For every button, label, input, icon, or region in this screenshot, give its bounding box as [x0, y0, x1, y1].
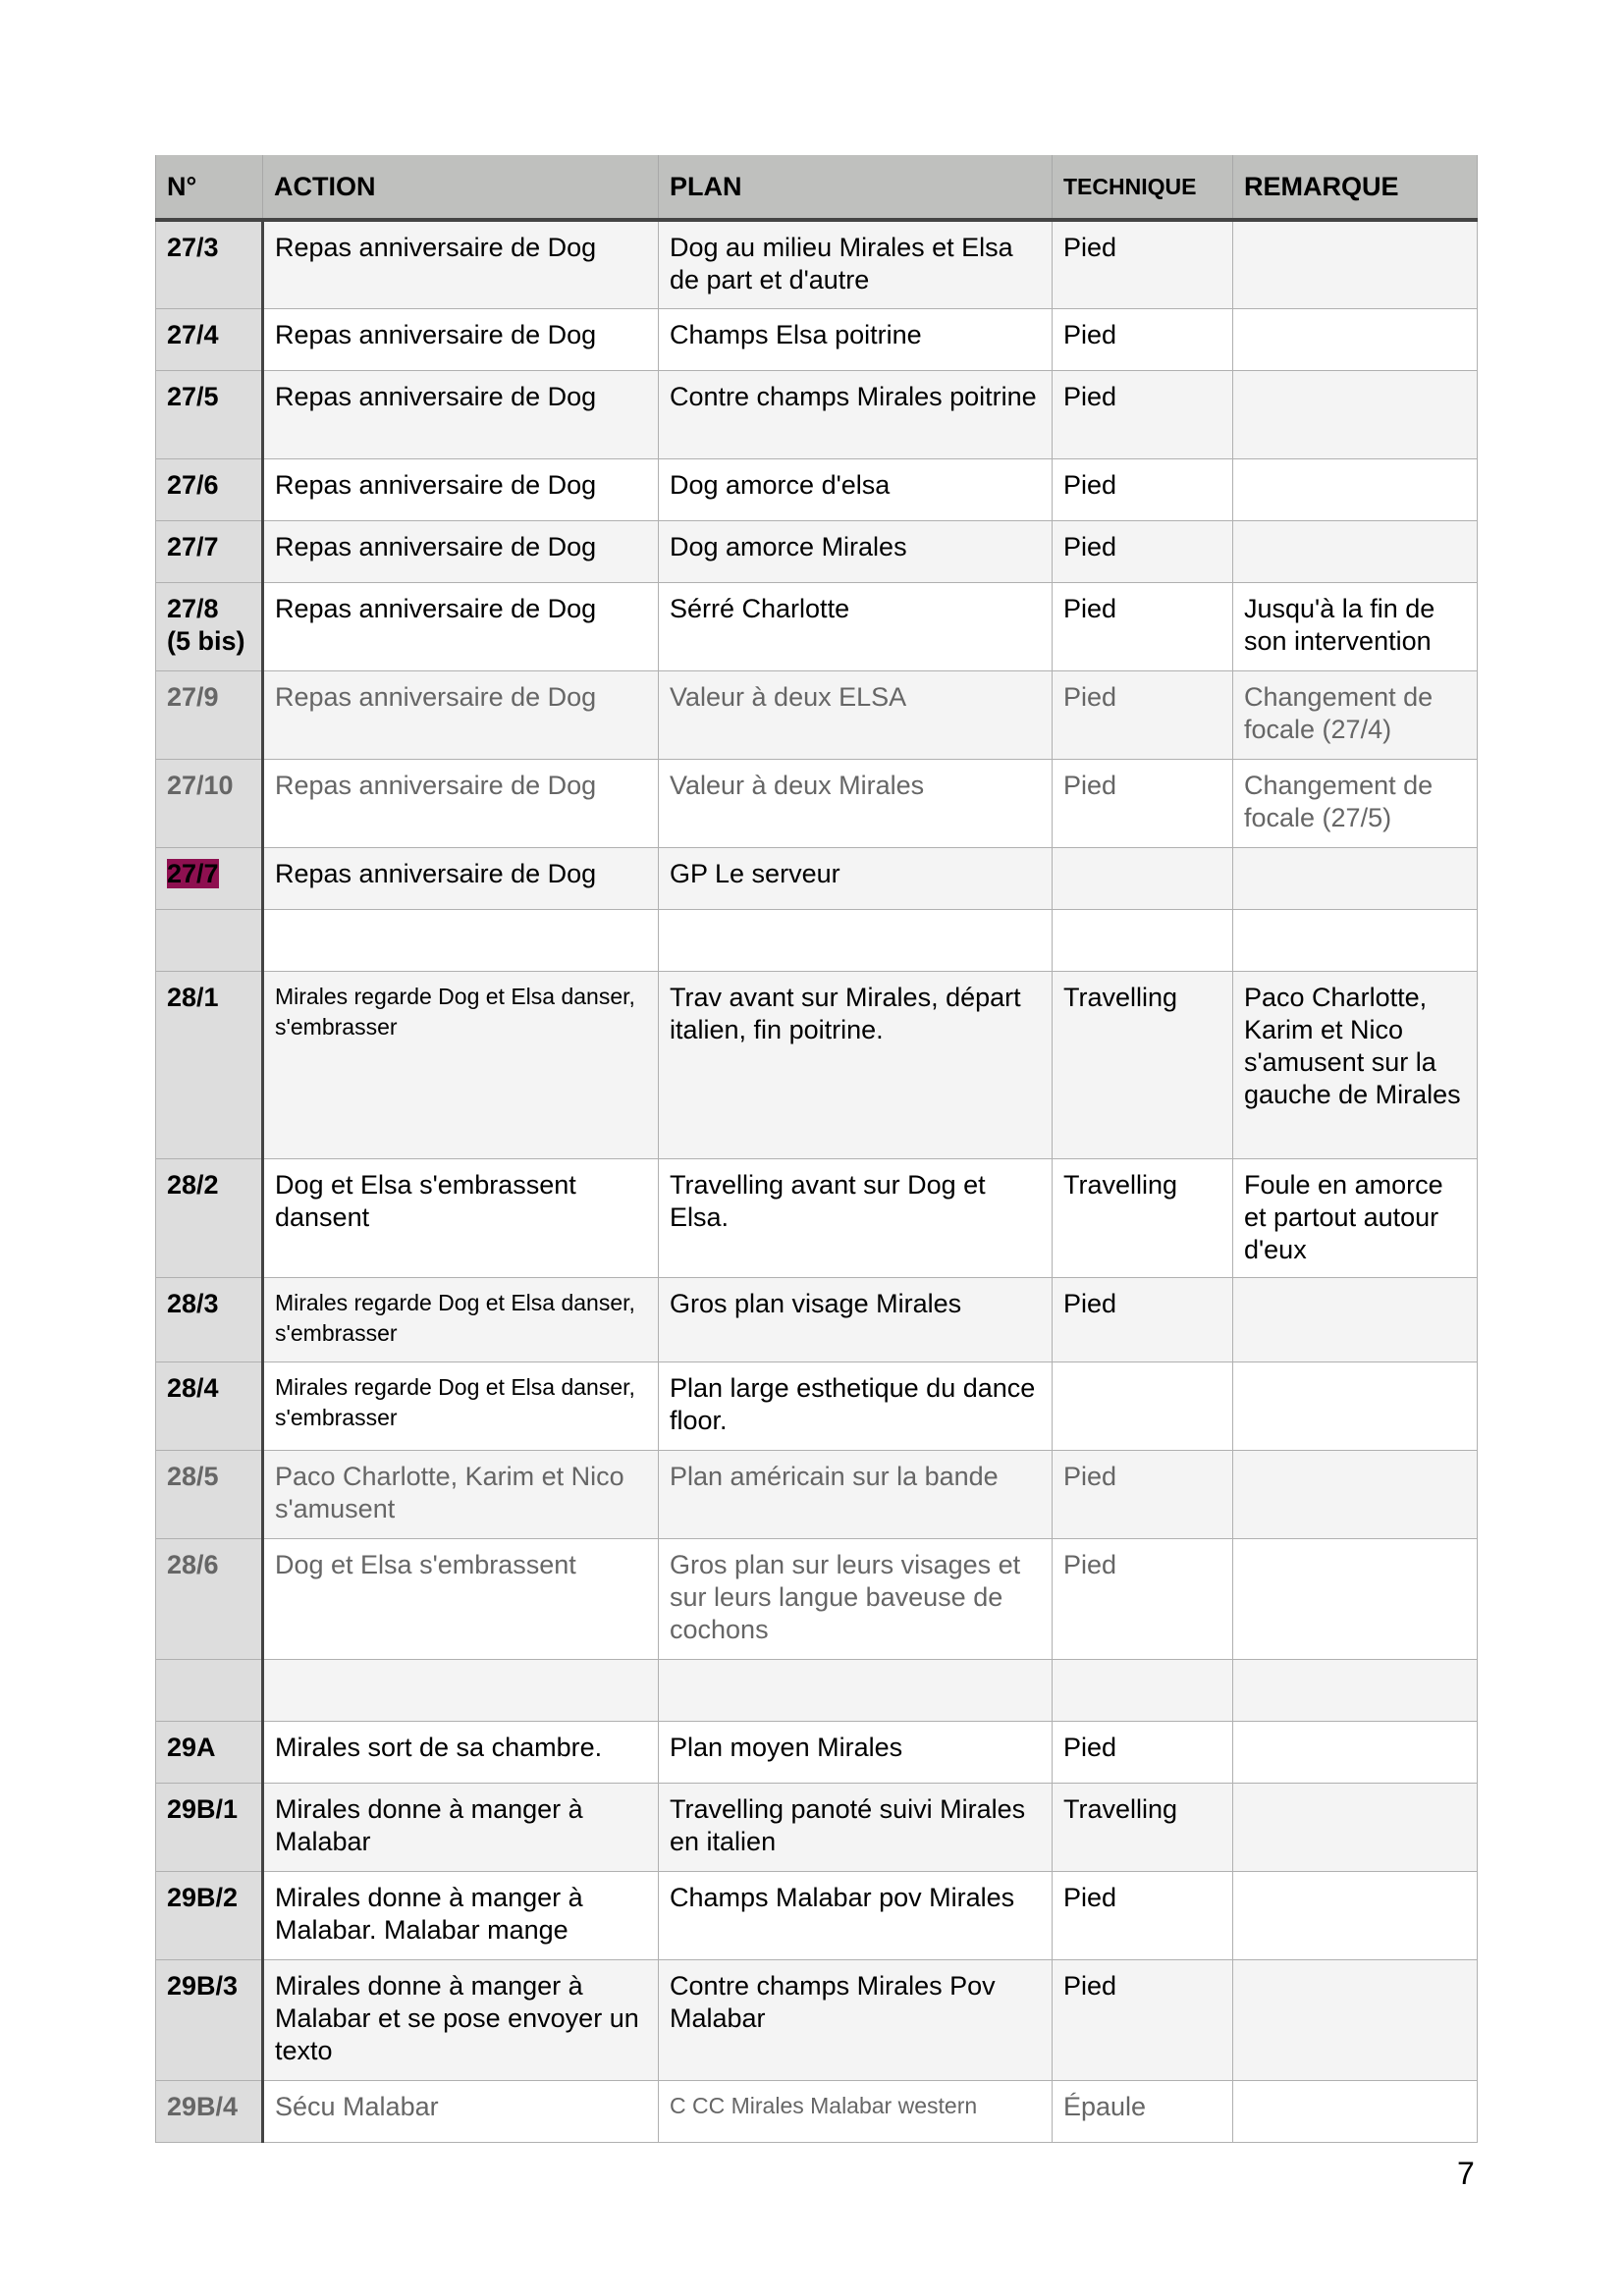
action-text: Mirales regarde Dog et Elsa danser, s'embrasser [275, 1373, 635, 1430]
num-text: 27/4 [167, 319, 219, 349]
technique-text: Travelling [1063, 982, 1178, 1012]
cell-plan [659, 759, 1053, 847]
plan-text: Trav avant sur Mirales, départ italien, fin poitrine. [670, 982, 1021, 1044]
action-text: Repas anniversaire de Dog [275, 681, 597, 712]
technique-text: Pied [1063, 319, 1117, 349]
cell-plan [659, 1158, 1053, 1277]
table-body [156, 220, 1478, 2142]
cell-technique [1053, 1538, 1233, 1659]
num-text: 28/2 [167, 1169, 219, 1200]
cell-technique [1053, 1659, 1233, 1721]
table-row [156, 2080, 1478, 2142]
remarque-text: Jusqu'à la fin de son intervention [1244, 593, 1435, 656]
technique-text: Pied [1063, 233, 1117, 262]
cell-remarque [1233, 670, 1478, 759]
cell-plan [659, 458, 1053, 520]
num-text: 29B/2 [167, 1882, 239, 1912]
cell-num [156, 847, 263, 909]
action-text: Sécu Malabar [275, 2091, 439, 2121]
technique-text: Pied [1063, 1288, 1117, 1318]
cell-plan [659, 2080, 1053, 2142]
cell-remarque [1233, 1277, 1478, 1362]
cell-num [156, 1659, 263, 1721]
plan-text: C CC Mirales Malabar western [670, 2092, 978, 2118]
technique-text: Pied [1063, 681, 1117, 712]
cell-num [156, 520, 263, 582]
cell-technique [1053, 520, 1233, 582]
plan-text: Travelling panoté suivi Mirales en italien [670, 1793, 1026, 1856]
cell-remarque [1233, 1783, 1478, 1871]
cell-action [263, 1362, 659, 1450]
num-text: 29B/4 [167, 2091, 239, 2121]
cell-action [263, 1158, 659, 1277]
num-text: 27/3 [167, 233, 219, 262]
cell-num [156, 1871, 263, 1959]
num-text: 27/5 [167, 381, 219, 411]
plan-text: Contre champs Mirales Pov Malabar [670, 1970, 996, 2033]
table-row [156, 1783, 1478, 1871]
cell-plan [659, 220, 1053, 308]
cell-action [263, 370, 659, 458]
cell-remarque [1233, 458, 1478, 520]
cell-remarque [1233, 2080, 1478, 2142]
table-row [156, 370, 1478, 458]
action-text: Repas anniversaire de Dog [275, 531, 597, 561]
table-row [156, 520, 1478, 582]
action-text: Mirales donne à manger à Malabar. Malabar mange [275, 1882, 583, 1945]
cell-action [263, 1538, 659, 1659]
header-action: ACTION [263, 155, 659, 220]
cell-action [263, 1871, 659, 1959]
cell-remarque [1233, 971, 1478, 1158]
num-text: 29A [167, 1732, 216, 1762]
cell-plan [659, 909, 1053, 971]
cell-remarque [1233, 909, 1478, 971]
action-text: Repas anniversaire de Dog [275, 381, 597, 411]
cell-action [263, 582, 659, 670]
table-row [156, 1659, 1478, 1721]
cell-action [263, 1959, 659, 2080]
cell-remarque [1233, 582, 1478, 670]
plan-text: Champs Elsa poitrine [670, 319, 922, 349]
action-text: Mirales regarde Dog et Elsa danser, s'embrasser [275, 983, 635, 1040]
technique-text: Pied [1063, 1549, 1117, 1579]
cell-technique [1053, 1362, 1233, 1450]
cell-technique [1053, 1158, 1233, 1277]
cell-action [263, 220, 659, 308]
cell-num [156, 1362, 263, 1450]
cell-num [156, 759, 263, 847]
table-row [156, 308, 1478, 370]
cell-action [263, 458, 659, 520]
cell-remarque [1233, 1871, 1478, 1959]
num-text: 28/3 [167, 1288, 219, 1318]
cell-num [156, 458, 263, 520]
technique-text: Pied [1063, 1882, 1117, 1912]
cell-action [263, 308, 659, 370]
num-text: 27/7 [167, 858, 219, 888]
cell-remarque [1233, 1721, 1478, 1783]
action-text: Repas anniversaire de Dog [275, 593, 597, 623]
cell-remarque [1233, 759, 1478, 847]
plan-text: Plan américain sur la bande [670, 1461, 999, 1491]
table-row [156, 1721, 1478, 1783]
cell-remarque [1233, 847, 1478, 909]
cell-action [263, 1450, 659, 1538]
table-row [156, 847, 1478, 909]
cell-technique [1053, 1783, 1233, 1871]
cell-technique [1053, 582, 1233, 670]
cell-num [156, 1450, 263, 1538]
cell-action [263, 847, 659, 909]
remarque-text: Changement de focale (27/5) [1244, 770, 1434, 832]
cell-plan [659, 847, 1053, 909]
cell-num [156, 1721, 263, 1783]
action-text: Mirales donne à manger à Malabar et se pose envoyer un texto [275, 1970, 639, 2065]
header-plan: PLAN [659, 155, 1053, 220]
cell-technique [1053, 220, 1233, 308]
table-row [156, 1277, 1478, 1362]
page-number: 7 [1457, 2156, 1475, 2191]
cell-plan [659, 670, 1053, 759]
technique-text: Travelling [1063, 1169, 1178, 1200]
table-row [156, 1158, 1478, 1277]
num-text: 28/1 [167, 982, 219, 1012]
cell-plan [659, 1450, 1053, 1538]
cell-remarque [1233, 1158, 1478, 1277]
cell-num [156, 1158, 263, 1277]
cell-num [156, 1783, 263, 1871]
num-text: 29B/3 [167, 1970, 239, 2001]
cell-plan [659, 1538, 1053, 1659]
num-text: 28/5 [167, 1461, 219, 1491]
cell-remarque [1233, 1659, 1478, 1721]
cell-technique [1053, 308, 1233, 370]
technique-text: Pied [1063, 1732, 1117, 1762]
cell-action [263, 1721, 659, 1783]
num-text: 27/8 (5 bis) [167, 593, 245, 656]
action-text: Dog et Elsa s'embrassent [275, 1549, 576, 1579]
cell-remarque [1233, 220, 1478, 308]
action-text: Repas anniversaire de Dog [275, 319, 597, 349]
cell-num [156, 308, 263, 370]
action-text: Paco Charlotte, Karim et Nico s'amusent [275, 1461, 624, 1523]
cell-remarque [1233, 308, 1478, 370]
cell-remarque [1233, 370, 1478, 458]
cell-num [156, 971, 263, 1158]
action-text: Repas anniversaire de Dog [275, 233, 597, 262]
table-row [156, 458, 1478, 520]
cell-plan [659, 370, 1053, 458]
plan-text: Gros plan visage Mirales [670, 1288, 962, 1318]
cell-plan [659, 1277, 1053, 1362]
shot-list-table [155, 155, 1478, 2143]
cell-technique [1053, 759, 1233, 847]
cell-technique [1053, 971, 1233, 1158]
action-text: Repas anniversaire de Dog [275, 858, 597, 888]
num-text: 29B/1 [167, 1793, 239, 1824]
remarque-text: Paco Charlotte, Karim et Nico s'amusent sur la gauche de Mirales [1244, 982, 1461, 1109]
num-text: 27/9 [167, 681, 219, 712]
num-text: 28/4 [167, 1372, 219, 1403]
remarque-text: Foule en amorce et partout autour d'eux [1244, 1169, 1443, 1264]
cell-num [156, 670, 263, 759]
cell-plan [659, 1362, 1053, 1450]
cell-plan [659, 582, 1053, 670]
cell-action [263, 670, 659, 759]
table-row [156, 670, 1478, 759]
plan-text: Plan large esthetique du dance floor. [670, 1372, 1036, 1435]
cell-action [263, 909, 659, 971]
table-row [156, 1538, 1478, 1659]
num-text: 27/6 [167, 469, 219, 500]
num-text: 28/6 [167, 1549, 219, 1579]
plan-text: Dog au milieu Mirales et Elsa de part et d'autre [670, 233, 1013, 294]
num-text: 27/10 [167, 770, 234, 800]
cell-action [263, 2080, 659, 2142]
cell-num [156, 1277, 263, 1362]
header-technique: TECHNIQUE [1053, 155, 1233, 220]
cell-action [263, 1277, 659, 1362]
cell-technique [1053, 370, 1233, 458]
technique-text: Pied [1063, 1461, 1117, 1491]
cell-num [156, 220, 263, 308]
action-text: Mirales regarde Dog et Elsa danser, s'embrasser [275, 1289, 635, 1346]
table-row [156, 1450, 1478, 1538]
table-row [156, 909, 1478, 971]
cell-plan [659, 1871, 1053, 1959]
technique-text: Pied [1063, 469, 1117, 500]
cell-num [156, 370, 263, 458]
cell-remarque [1233, 1538, 1478, 1659]
technique-text: Travelling [1063, 1793, 1178, 1824]
plan-text: Plan moyen Mirales [670, 1732, 903, 1762]
cell-plan [659, 520, 1053, 582]
num-text: 27/7 [167, 531, 219, 561]
cell-num [156, 2080, 263, 2142]
cell-technique [1053, 909, 1233, 971]
cell-technique [1053, 670, 1233, 759]
cell-action [263, 520, 659, 582]
cell-technique [1053, 1277, 1233, 1362]
technique-text: Pied [1063, 593, 1117, 623]
cell-technique [1053, 458, 1233, 520]
cell-action [263, 1659, 659, 1721]
table-row [156, 220, 1478, 308]
cell-technique [1053, 1450, 1233, 1538]
technique-text: Épaule [1063, 2091, 1147, 2121]
cell-plan [659, 1783, 1053, 1871]
header-row [156, 155, 1478, 220]
plan-text: Sérré Charlotte [670, 593, 850, 623]
cell-remarque [1233, 520, 1478, 582]
cell-plan [659, 1721, 1053, 1783]
plan-text: Travelling avant sur Dog et Elsa. [670, 1169, 986, 1232]
technique-text: Pied [1063, 770, 1117, 800]
cell-num [156, 1538, 263, 1659]
technique-text: Pied [1063, 381, 1117, 411]
cell-remarque [1233, 1362, 1478, 1450]
header-remarque: REMARQUE [1233, 155, 1478, 220]
cell-plan [659, 1959, 1053, 2080]
cell-technique [1053, 1871, 1233, 1959]
action-text: Repas anniversaire de Dog [275, 770, 597, 800]
plan-text: Valeur à deux Mirales [670, 770, 925, 800]
cell-plan [659, 308, 1053, 370]
cell-plan [659, 971, 1053, 1158]
action-text: Dog et Elsa s'embrassent dansent [275, 1169, 576, 1232]
cell-action [263, 1783, 659, 1871]
action-text: Repas anniversaire de Dog [275, 469, 597, 500]
plan-text: Valeur à deux ELSA [670, 681, 907, 712]
plan-text: Contre champs Mirales poitrine [670, 381, 1037, 411]
cell-action [263, 971, 659, 1158]
technique-text: Pied [1063, 1970, 1117, 2001]
cell-num [156, 1959, 263, 2080]
cell-technique [1053, 847, 1233, 909]
table-row [156, 1959, 1478, 2080]
table-row [156, 759, 1478, 847]
action-text: Mirales donne à manger à Malabar [275, 1793, 583, 1856]
plan-text: GP Le serveur [670, 858, 840, 888]
cell-remarque [1233, 1959, 1478, 2080]
cell-remarque [1233, 1450, 1478, 1538]
remarque-text: Changement de focale (27/4) [1244, 681, 1434, 744]
cell-technique [1053, 1959, 1233, 2080]
cell-technique [1053, 2080, 1233, 2142]
plan-text: Dog amorce d'elsa [670, 469, 891, 500]
cell-plan [659, 1659, 1053, 1721]
cell-num [156, 582, 263, 670]
table-row [156, 1871, 1478, 1959]
cell-technique [1053, 1721, 1233, 1783]
table-row [156, 582, 1478, 670]
table-row [156, 1362, 1478, 1450]
plan-text: Gros plan sur leurs visages et sur leurs langue baveuse de cochons [670, 1549, 1021, 1644]
technique-text: Pied [1063, 531, 1117, 561]
action-text: Mirales sort de sa chambre. [275, 1732, 603, 1762]
cell-num [156, 909, 263, 971]
plan-text: Dog amorce Mirales [670, 531, 907, 561]
table-row [156, 971, 1478, 1158]
header-num: N° [156, 155, 263, 220]
plan-text: Champs Malabar pov Mirales [670, 1882, 1015, 1912]
cell-action [263, 759, 659, 847]
